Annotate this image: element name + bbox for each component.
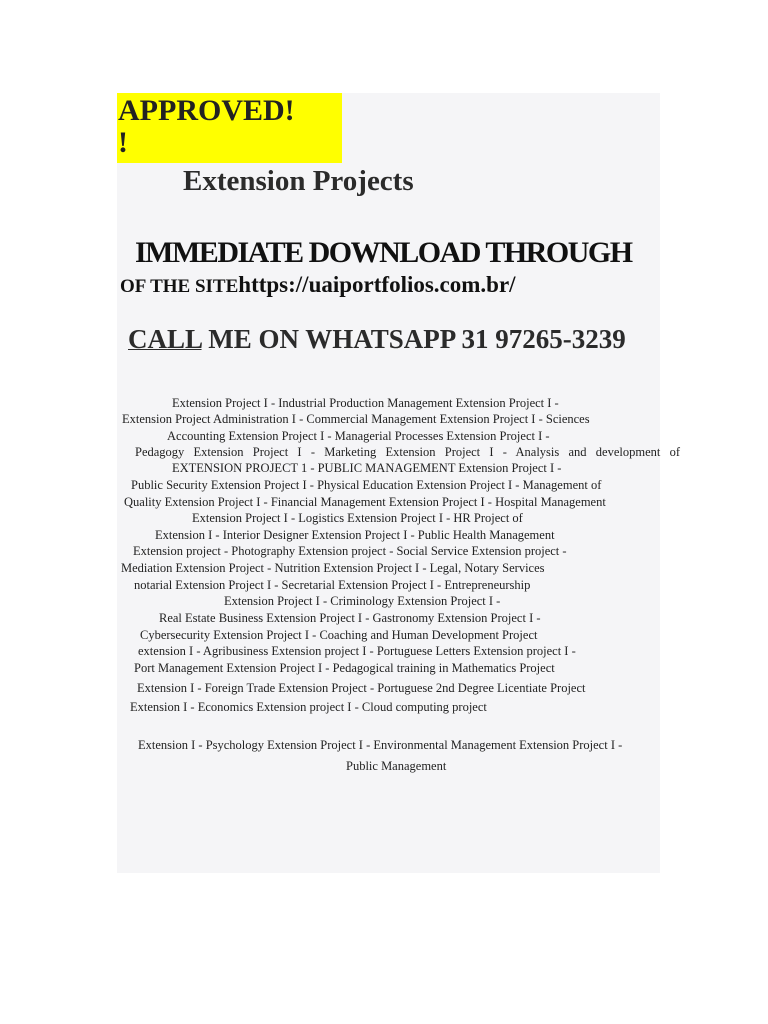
project-line: Extension I - Foreign Trade Extension Project - Portuguese 2nd Degree Licentiate Project — [137, 681, 586, 695]
download-heading-line-2 — [120, 272, 516, 298]
project-line: notarial Extension Project I - Secretarial Extension Project I - Entrepreneurship — [134, 578, 531, 592]
project-line: Public Security Extension Project I - Physical Education Extension Project I - Management of — [131, 478, 602, 492]
project-line: Extension Project I - Logistics Extension Project I - HR Project of — [192, 511, 523, 525]
project-line: Quality Extension Project I - Financial Management Extension Project I - Hospital Management — [124, 495, 606, 509]
call-rest-text: ME ON WHATSAPP 31 97265-3239 — [201, 324, 626, 354]
project-line: Port Management Extension Project I - Pedagogical training in Mathematics Project — [134, 661, 555, 675]
project-line: Real Estate Business Extension Project I - Gastronomy Extension Project I - — [159, 611, 541, 625]
approved-badge-text: APPROVED! ! — [118, 94, 295, 159]
project-line: Extension I - Psychology Extension Project I - Environmental Management Extension Project I - — [138, 738, 623, 752]
project-line: Extension Project Administration I - Commercial Management Extension Project I - Sciences — [122, 412, 590, 426]
project-line: Public Management — [346, 759, 447, 773]
project-line: Extension Project I - Criminology Extension Project I - — [224, 594, 501, 608]
download-lead-text: OF THE SITE — [120, 276, 239, 297]
download-heading-line-1: IMMEDIATE DOWNLOAD THROUGH — [135, 236, 632, 269]
whatsapp-call-heading — [128, 324, 626, 355]
project-line: Pedagogy Extension Project I - Marketing Extension Project I - Analysis and development of — [135, 445, 680, 459]
project-line: Mediation Extension Project - Nutrition Extension Project I - Legal, Notary Services — [121, 561, 545, 575]
project-line: Extension Project I - Industrial Production Management Extension Project I - — [172, 396, 559, 410]
project-line: EXTENSION PROJECT 1 - PUBLIC MANAGEMENT Extension Project I - — [172, 461, 562, 475]
site-url-link[interactable]: https://uaiportfolios.com.br/ — [238, 272, 516, 297]
project-line: extension I - Agribusiness Extension project I - Portuguese Letters Extension project I - — [138, 644, 576, 658]
project-line: Extension project - Photography Extension project - Social Service Extension project - — [133, 544, 567, 558]
call-underlined-word: CALL — [128, 324, 202, 354]
project-line: Accounting Extension Project I - Managerial Processes Extension Project I - — [167, 429, 550, 443]
project-line: Extension I - Interior Designer Extension Project I - Public Health Management — [155, 528, 555, 542]
project-line: Cybersecurity Extension Project I - Coaching and Human Development Project — [140, 628, 538, 642]
project-line: Extension I - Economics Extension project I - Cloud computing project — [130, 700, 487, 714]
page-title: Extension Projects — [183, 165, 414, 197]
